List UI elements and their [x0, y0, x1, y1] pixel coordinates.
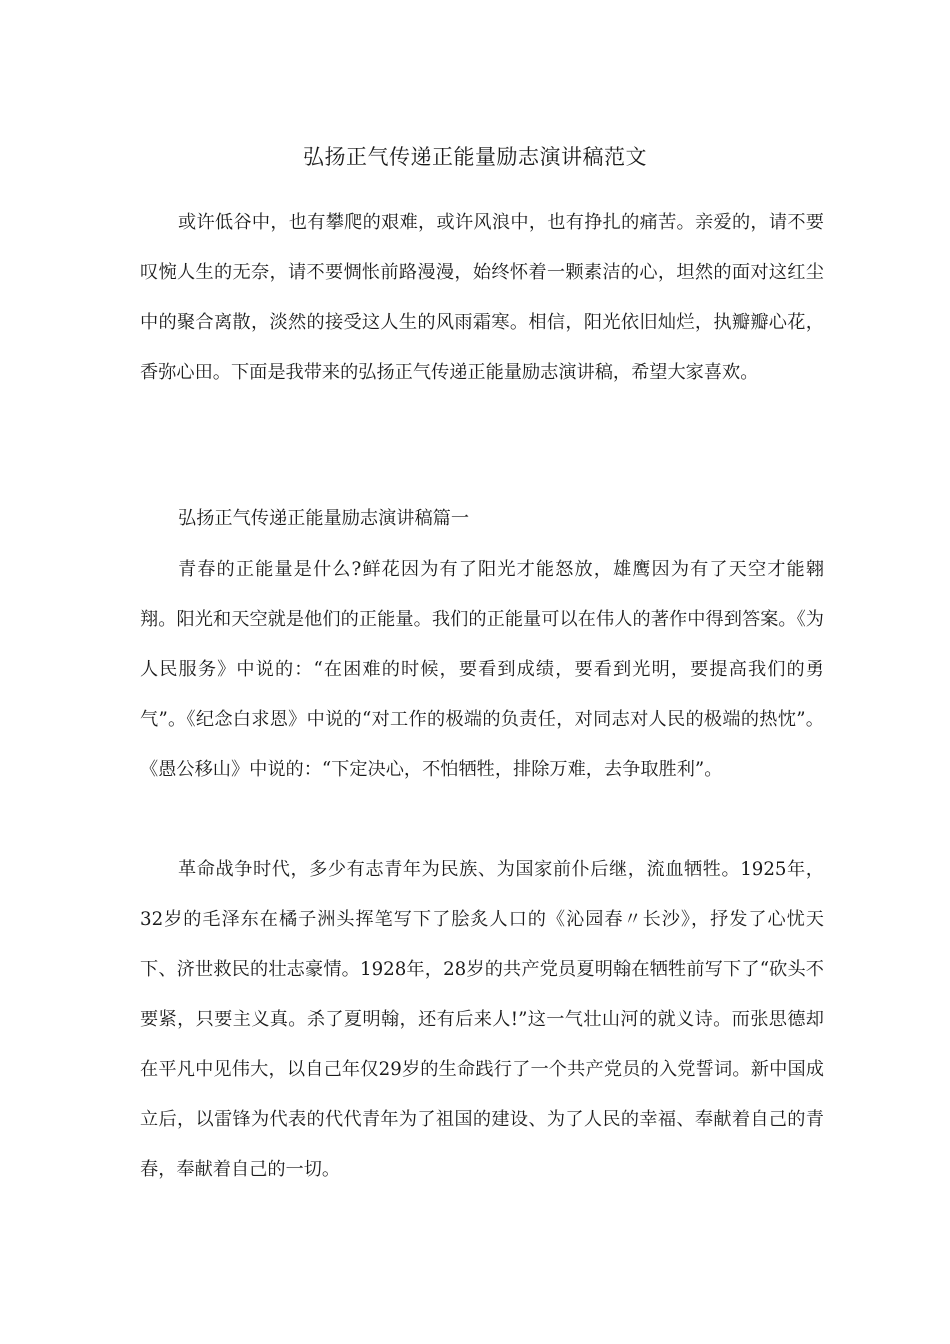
- body-paragraph-1: 青春的正能量是什么?鲜花因为有了阳光才能怒放，雄鹰因为有了天空才能翱翔。阳光和天空就是他们的正能量。我们的正能量可以在伟人的著作中得到答案。《为人民服务》中说的：“在困难的时候，要看到成绩，要看到光明，要提高我们的勇气”。《纪念白求恩》中说的“对工作的极端的负责任，对同志对人民的极端的热忱”。《愚公移山》中说的：“下定决心，不怕牺牲，排除万难，去争取胜利”。: [140, 559, 824, 780]
- section-heading: 弘扬正气传递正能量励志演讲稿篇一: [178, 508, 470, 529]
- document-title: 弘扬正气传递正能量励志演讲稿范文: [303, 145, 647, 169]
- body-paragraph-2: 革命战争时代，多少有志青年为民族、为国家前仆后继，流血牺牲。1925年，32岁的毛泽东在橘子洲头挥笔写下了脍炙人口的《沁园春〃长沙》，抒发了心忧天下、济世救民的壮志豪情。1928年，28岁的共产党员夏明翰在牺牲前写下了“砍头不要紧，只要主义真。杀了夏明翰，还有后来人!”这一气壮山河的就义诗。而张思德却在平凡中见伟大，以自己年仅29岁的生命践行了一个共产党员的入党誓词。新中国成立后，以雷锋为代表的代代青年为了祖国的建设、为了人民的幸福、奉献着自己的青春，奉献着自己的一切。: [140, 859, 824, 1180]
- intro-paragraph: 或许低谷中，也有攀爬的艰难，或许风浪中，也有挣扎的痛苦。亲爱的，请不要叹惋人生的无奈，请不要惆怅前路漫漫，始终怀着一颗素洁的心，坦然的面对这红尘中的聚合离散，淡然的接受这人生的风雨霜寒。相信，阳光依旧灿烂，执瓣瓣心花，香弥心田。下面是我带来的弘扬正气传递正能量励志演讲稿，希望大家喜欢。: [140, 212, 824, 383]
